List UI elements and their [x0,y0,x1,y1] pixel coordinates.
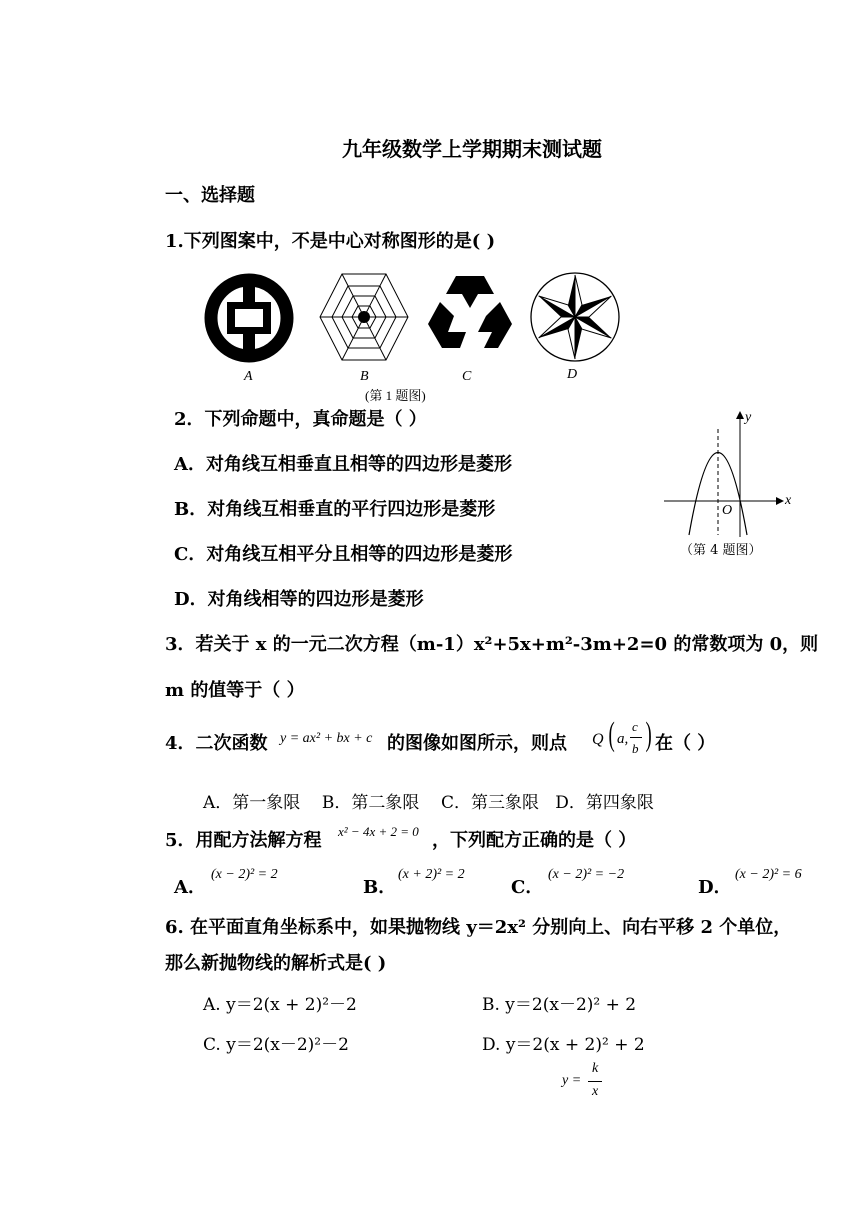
question-5-option-c: (x − 2)² = −2 [548,867,625,882]
page-title: 九年级数学上学期期末测试题 [342,137,602,161]
question-5-option-a-label: A． [174,877,206,898]
question-2-option-b: B．对角线互相垂直的平行四边形是菱形 [174,499,496,520]
figure-c-label: C [462,369,472,384]
figure-1-caption: (第 1 题图) [365,388,426,403]
question-6-option-d: D. y＝2(x + 2)² + 2 [482,1035,645,1055]
figure-c-recycle-triangle [426,272,514,354]
question-2-option-a: A．对角线互相垂直且相等的四边形是菱形 [174,454,512,475]
bottom-formula-denominator: x [592,1084,599,1099]
question-6-option-b: B. y＝2(x－2)² + 2 [482,995,637,1015]
question-5-option-b: (x + 2)² = 2 [398,867,465,882]
question-2-option-d: D．对角线相等的四边形是菱形 [174,589,424,610]
question-3: 3．若关于 x 的一元二次方程（m-1）x²+5x+m²-3m+2=0 的常数项为 0，则 [165,634,819,655]
question-5-option-a: (x − 2)² = 2 [211,867,278,882]
figure-4-y-label: y [745,410,752,425]
fraction-numerator-c: c [632,719,638,734]
figure-4-caption: （第 4 题图） [680,543,762,558]
figure-4-x-label: x [785,493,792,508]
right-paren: ) [645,716,652,753]
question-2: 2．下列命题中，真命题是（ ） [174,409,427,430]
question-5-option-d-label: D． [698,877,732,898]
question-2-option-c: C．对角线互相平分且相等的四边形是菱形 [174,544,513,565]
figure-b-hexagon-web [318,272,410,362]
question-4-prefix: 4．二次函数 [165,733,268,754]
left-paren: ( [608,716,615,753]
question-1: 1.下列图案中，不是中心对称图形的是( ) [165,231,496,252]
figure-a-label: A [244,369,253,384]
question-3-continued: m 的值等于（ ） [165,680,305,701]
figure-4-parabola-graph [660,405,810,555]
question-5-option-d: (x − 2)² = 6 [735,867,802,882]
bottom-formula-numerator: k [592,1061,599,1076]
question-6-option-a: A. y＝2(x + 2)²－2 [203,995,357,1015]
fraction-denominator-b: b [632,741,639,756]
question-5-option-b-label: B． [363,877,397,898]
question-6: 6. 在平面直角坐标系中，如果抛物线 y＝2x² 分别向上、向右平移 2 个单位， [165,917,792,938]
question-5-suffix: ，下列配方正确的是（ ） [432,830,637,851]
section-heading: 一、选择题 [165,185,255,206]
question-6-continued: 那么新抛物线的解析式是( ) [165,953,387,974]
question-4-middle: 的图像如图所示，则点 [387,733,567,754]
figure-4-origin-label: O [722,503,733,518]
question-4-formula: y = ax² + bx + c [280,731,373,746]
question-4-point-q: Q [592,731,604,748]
question-4-options: A．第一象限 B．第二象限 C．第三象限 D．第四象限 [203,793,654,813]
question-6-option-c: C. y＝2(x－2)²－2 [203,1035,349,1055]
bottom-formula-fraction-bar [588,1081,602,1082]
question-4-point-a: a, [617,731,629,747]
fraction-bar [630,737,642,738]
figure-a-coin [203,272,295,364]
bottom-formula-lhs: y = [562,1073,582,1088]
figure-b-label: B [360,369,369,384]
question-5-prefix: 5．用配方法解方程 [165,830,322,851]
question-4-suffix: 在（ ） [655,733,716,754]
figure-d-star-circle [529,271,621,363]
figure-d-label: D [567,367,578,382]
question-5-equation: x² − 4x + 2 = 0 [338,824,419,839]
question-5-option-c-label: C． [511,877,544,898]
